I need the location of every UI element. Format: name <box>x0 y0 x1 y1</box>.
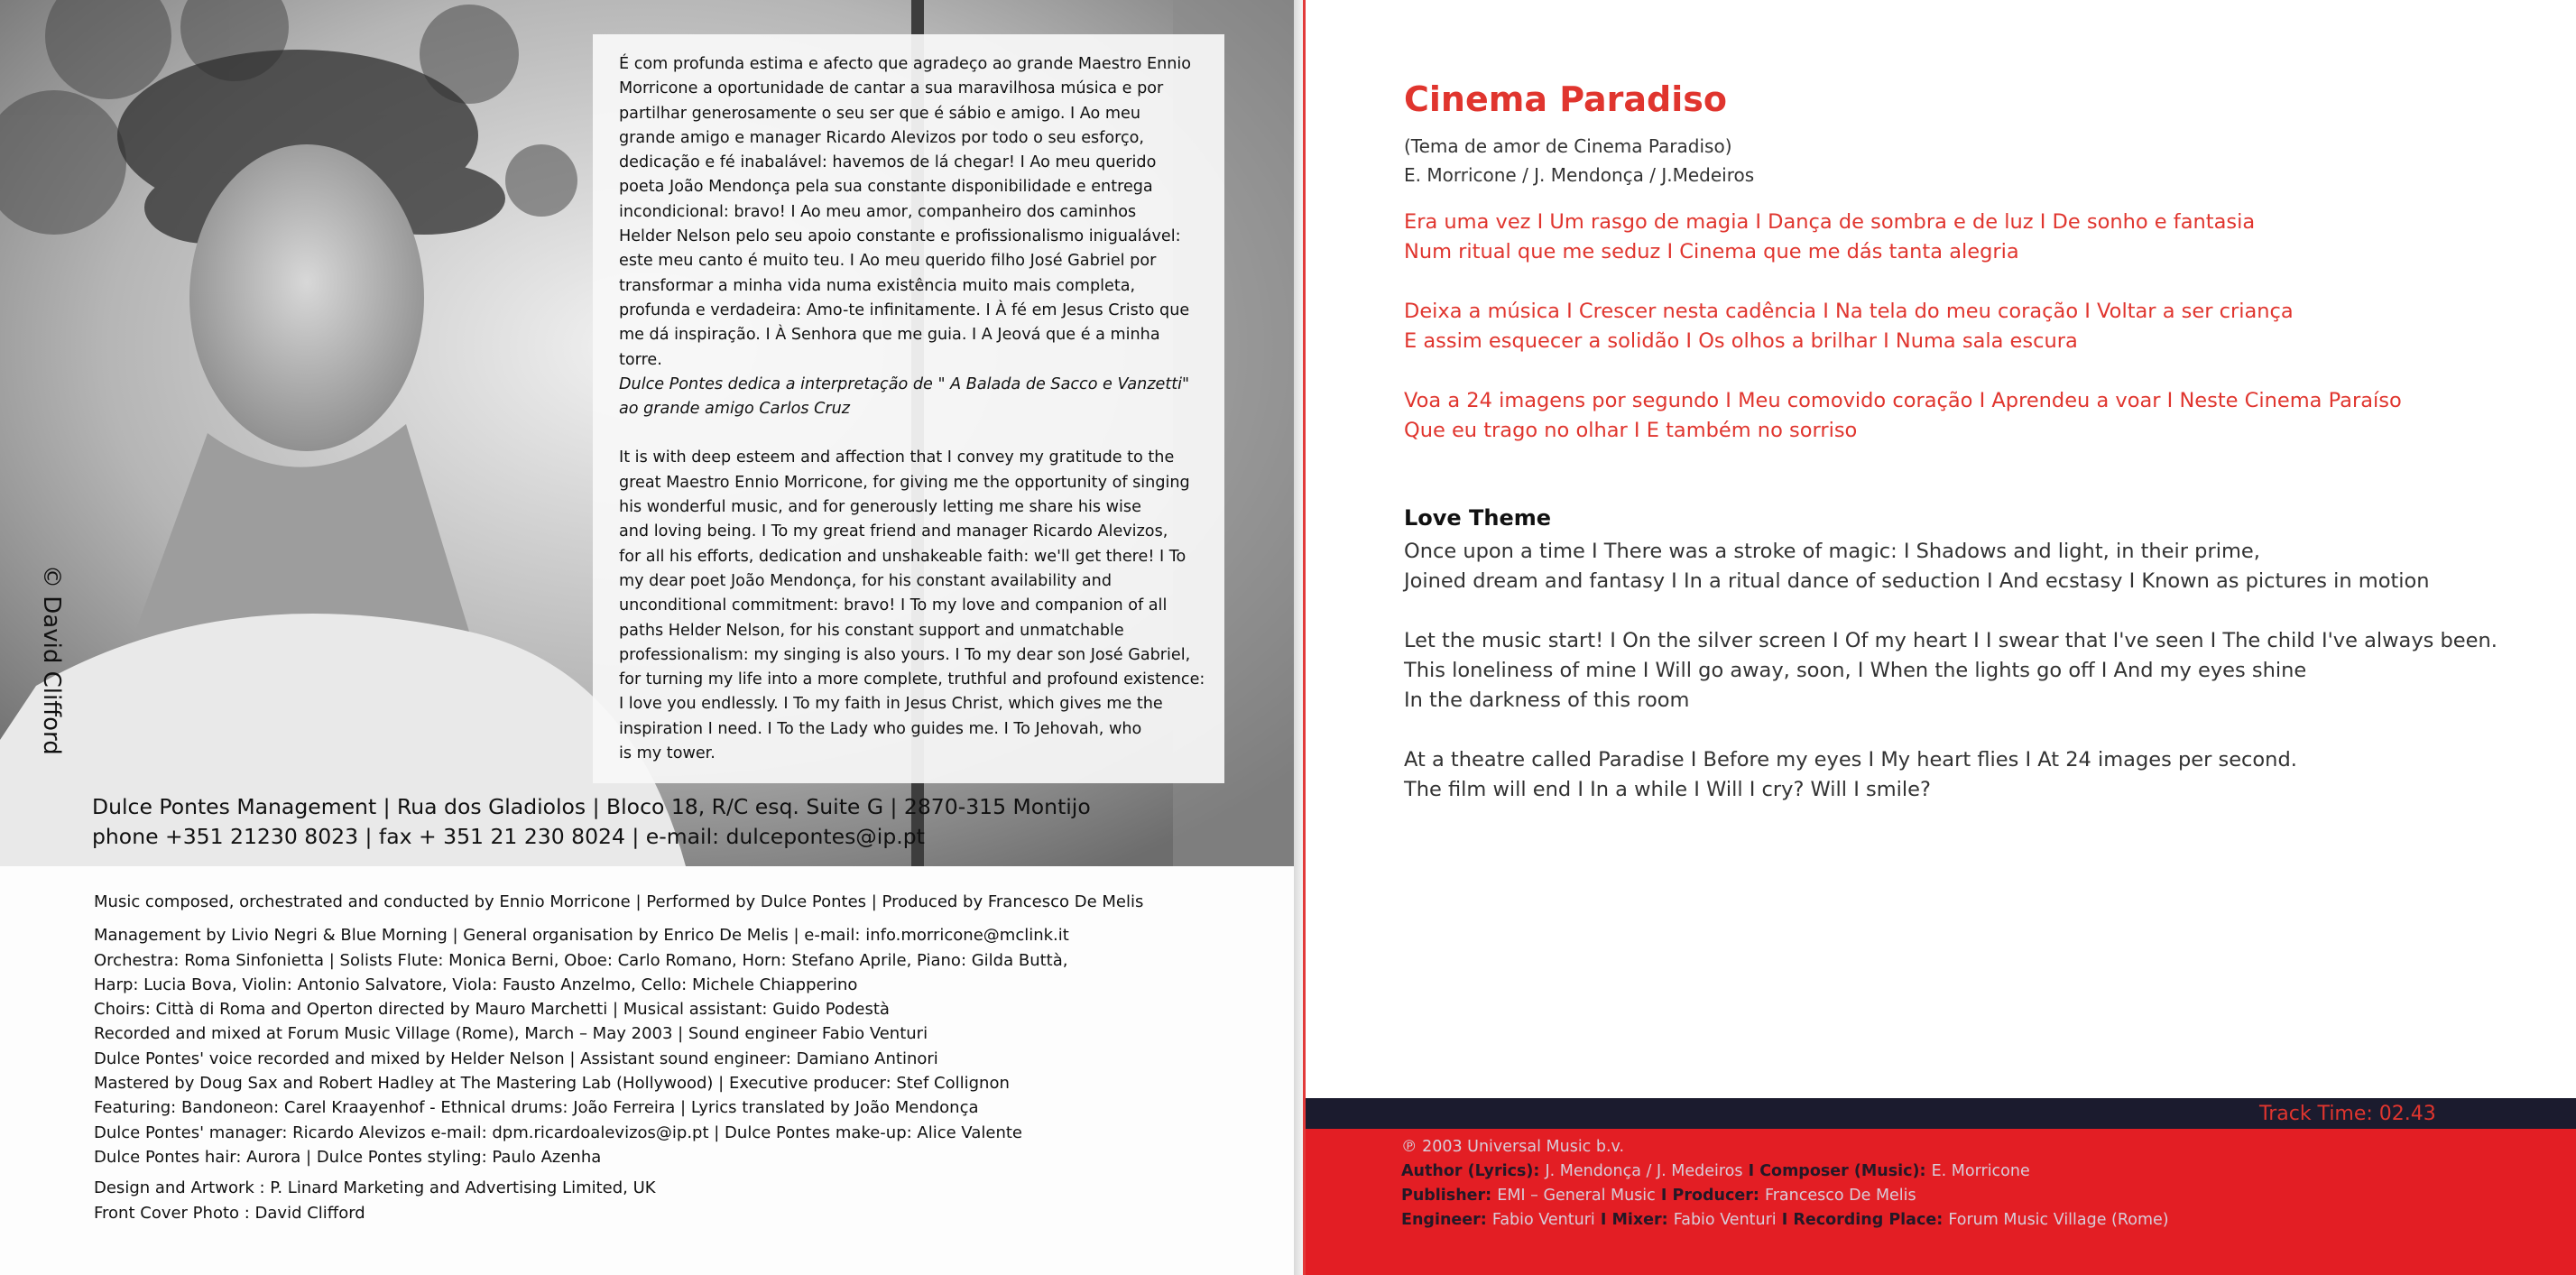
credit-key: Composer (Music): <box>1759 1162 1932 1180</box>
lyric-stanza <box>1404 297 2402 356</box>
photo-credit: © David Clifford <box>38 565 65 755</box>
dedication-line: profunda e verdadeira: Amo-te infinitamente. I À fé em Jesus Cristo que <box>619 300 1190 319</box>
credit-line: Mastered by Doug Sax and Robert Hadley at The Mastering Lab (Hollywood) | Executive producer: Stef Collignon <box>94 1074 1010 1094</box>
lyric-stanza <box>1404 208 2402 267</box>
credit-key: Author (Lyrics): <box>1401 1162 1546 1180</box>
management-address: Dulce Pontes Management | Rua dos Gladiolos | Bloco 18, R/C esq. Suite G | 2870-315 Montijo <box>92 794 1091 819</box>
credit-value: Fabio Venturi <box>1673 1211 1777 1229</box>
dedication-line: I love you endlessly. I To my faith in Jesus Christ, which gives me the <box>619 695 1163 714</box>
credit-key: Producer: <box>1672 1187 1765 1205</box>
dedication-line: paths Helder Nelson, for his constant support and unmatchable <box>619 621 1124 640</box>
credits-list <box>94 923 1143 1169</box>
portuguese-lyrics <box>1404 208 2402 476</box>
dedication-text <box>619 52 1218 766</box>
dedication-line: for turning my life into a more complete, truthful and profound existence: <box>619 670 1205 689</box>
credit-value: J. Mendonça / J. Medeiros <box>1545 1162 1743 1180</box>
copyright: ℗ 2003 Universal Music b.v. <box>1401 1138 1625 1156</box>
credits-lead: Music composed, orchestrated and conducted by Ennio Morricone | Performed by Dulce Pontes | Produced by Francesco De Melis <box>94 892 1144 911</box>
lyric-line: In the darkness of this room <box>1404 688 1690 712</box>
credit-row: Publisher: EMI – General Music I Producer: Francesco De Melis <box>1401 1187 1916 1205</box>
dedication-line: for all his efforts, dedication and unshakeable faith: we'll get there! I To <box>619 547 1186 566</box>
credit-line: Dulce Pontes' voice recorded and mixed by Helder Nelson | Assistant sound engineer: Damiano Antinori <box>94 1049 938 1068</box>
dedication-line: great Maestro Ennio Morricone, for giving me the opportunity of singing <box>619 473 1190 492</box>
dedication-note-line: Dulce Pontes dedica a interpretação de " A Balada de Sacco e Vanzetti" <box>619 374 1190 393</box>
english-lyrics <box>1404 537 2498 835</box>
credit-line: Dulce Pontes' manager: Ricardo Alevizos e-mail: dpm.ricardoalevizos@ip.pt | Dulce Pontes make-up: Alice Valente <box>94 1123 1022 1142</box>
dedication-line: torre. <box>619 350 662 369</box>
lyric-stanza <box>1404 626 2498 716</box>
credit-line: Dulce Pontes hair: Aurora | Dulce Pontes styling: Paulo Azenha <box>94 1147 602 1167</box>
lyric-stanza <box>1404 386 2402 446</box>
credits-cover: Front Cover Photo : David Clifford <box>94 1203 365 1223</box>
face-shape <box>189 144 424 451</box>
lyric-line: Que eu trago no olhar I E também no sorriso <box>1404 419 1858 442</box>
credit-key: Publisher: <box>1401 1187 1498 1205</box>
dedication-line: poeta João Mendonça pela sua constante disponibilidade e entrega <box>619 178 1153 197</box>
credit-value: E. Morricone <box>1931 1162 2030 1180</box>
lyric-line: Deixa a música I Crescer nesta cadência I Na tela do meu coração I Voltar a ser criança <box>1404 300 2294 323</box>
dedication-english <box>619 446 1218 766</box>
credits-design: Design and Artwork : P. Linard Marketing and Advertising Limited, UK <box>94 1178 656 1198</box>
track-time: Track Time: 02.43 <box>2259 1103 2436 1125</box>
booklet-fold <box>1294 0 1303 1275</box>
song-subtitle: (Tema de amor de Cinema Paradiso) <box>1404 135 1732 157</box>
credit-key: Engineer: <box>1401 1211 1492 1229</box>
credit-key: Mixer: <box>1611 1211 1674 1229</box>
credit-value: Francesco De Melis <box>1764 1187 1916 1205</box>
management-phone: phone +351 21230 8023 | fax + 351 21 230 8024 | e-mail: dulcepontes@ip.pt <box>92 824 925 849</box>
lyric-stanza <box>1404 537 2498 596</box>
credit-value: Forum Music Village (Rome) <box>1948 1211 2169 1229</box>
album-credits <box>94 890 1143 1225</box>
lyric-line: Let the music start! I On the silver screen I Of my heart I I swear that I've seen I The child I've always been. <box>1404 629 2498 652</box>
song-subtitle-block <box>1404 132 1754 189</box>
dedication-line: It is with deep esteem and affection that I convey my gratitude to the <box>619 448 1175 467</box>
dedication-line: grande amigo e manager Ricardo Alevizos por todo o seu esforço, <box>619 128 1145 147</box>
lyric-line: Voa a 24 imagens por segundo I Meu comovido coração I Aprendeu a voar I Neste Cinema Paraíso <box>1404 389 2402 412</box>
dedication-line: his wonderful music, and for generously letting me share his wise <box>619 498 1141 517</box>
english-title: Love Theme <box>1404 505 1552 531</box>
dedication-line: incondicional: bravo! I Ao meu amor, companheiro dos caminhos <box>619 202 1137 221</box>
credit-line: Recorded and mixed at Forum Music Village (Rome), March – May 2003 | Sound engineer Fabio Venturi <box>94 1024 928 1044</box>
song-credits <box>1401 1135 2169 1233</box>
lyric-line: Once upon a time I There was a stroke of magic: I Shadows and light, in their prime, <box>1404 540 2260 563</box>
dedication-line: inspiration I need. I To the Lady who guides me. I To Jehovah, who <box>619 719 1142 738</box>
credit-line: Featuring: Bandoneon: Carel Kraayenhof - Ethnical drums: João Ferreira | Lyrics translated by João Mendonça <box>94 1098 979 1118</box>
dedication-line: is my tower. <box>619 744 716 763</box>
dedication-line: me dá inspiração. I À Senhora que me guia. I A Jeová que é a minha <box>619 326 1160 345</box>
dedication-line: dedicação e fé inabalável: havemos de lá chegar! I Ao meu querido <box>619 153 1157 172</box>
lyric-line: At a theatre called Paradise I Before my eyes I My heart flies I At 24 images per second. <box>1404 748 2297 771</box>
dedication-portuguese <box>619 52 1218 373</box>
dedication-line: transformar a minha vida numa existência muito mais completa, <box>619 276 1136 295</box>
dedication-line: Helder Nelson pelo seu apoio constante e profissionalismo inigualável: <box>619 227 1181 246</box>
credit-value: Fabio Venturi <box>1491 1211 1595 1229</box>
lyric-line: This loneliness of mine I Will go away, soon, I When the lights go off I And my eyes shine <box>1404 659 2307 682</box>
credit-line: Choirs: Città di Roma and Operton directed by Mauro Marchetti | Musical assistant: Guido Podestà <box>94 1000 890 1020</box>
dedication-line: professionalism: my singing is also yours. I To my dear son José Gabriel, <box>619 645 1191 664</box>
credit-row: Author (Lyrics): J. Mendonça / J. Medeiros I Composer (Music): E. Morricone <box>1401 1162 2030 1180</box>
credit-line: Orchestra: Roma Sinfonietta | Solists Flute: Monica Berni, Oboe: Carlo Romano, Horn: Stefano Aprile, Piano: Gilda Buttà, <box>94 950 1068 970</box>
lyric-line: E assim esquecer a solidão I Os olhos a brilhar I Numa sala escura <box>1404 329 2078 353</box>
song-authors: E. Morricone / J. Mendonça / J.Medeiros <box>1404 164 1755 186</box>
lyric-stanza <box>1404 745 2498 805</box>
lyric-line: The film will end I In a while I Will I cry? Will I smile? <box>1404 778 1931 801</box>
song-title: Cinema Paradiso <box>1404 79 1728 119</box>
dedication-note-line: ao grande amigo Carlos Cruz <box>619 400 851 419</box>
credit-line: Management by Livio Negri & Blue Morning | General organisation by Enrico De Melis | e-mail: info.morricone@mclink.it <box>94 926 1069 946</box>
dedication-note <box>619 373 1218 422</box>
lyric-line: Era uma vez I Um rasgo de magia I Dança de sombra e de luz I De sonho e fantasia <box>1404 210 2256 234</box>
dedication-line: É com profunda estima e afecto que agradeço ao grande Maestro Ennio <box>619 55 1192 73</box>
lyric-line: Num ritual que me seduz I Cinema que me dás tanta alegria <box>1404 240 2019 263</box>
credit-key: Recording Place: <box>1793 1211 1949 1229</box>
dedication-line: partilhar generosamente o seu ser que é sábio e amigo. I Ao meu <box>619 104 1140 123</box>
dedication-line: unconditional commitment: bravo! I To my love and companion of all <box>619 596 1168 615</box>
credit-line: Harp: Lucia Bova, Violin: Antonio Salvatore, Viola: Fausto Anzelmo, Cello: Michele Chiapperino <box>94 975 858 994</box>
dedication-line: Morricone a oportunidade de cantar a sua maravilhosa música e por <box>619 79 1164 98</box>
credit-value: EMI – General Music <box>1497 1187 1656 1205</box>
credit-row: Engineer: Fabio Venturi I Mixer: Fabio Venturi I Recording Place: Forum Music Village (Rome) <box>1401 1211 2169 1229</box>
management-contact <box>92 792 1091 852</box>
dedication-line: and loving being. I To my great friend and manager Ricardo Alevizos, <box>619 522 1168 541</box>
dedication-line: este meu canto é muito teu. I Ao meu querido filho José Gabriel por <box>619 252 1157 271</box>
lyric-line: Joined dream and fantasy I In a ritual dance of seduction I And ecstasy I Known as pictures in motion <box>1404 569 2430 593</box>
dedication-line: my dear poet João Mendonça, for his constant availability and <box>619 571 1112 590</box>
